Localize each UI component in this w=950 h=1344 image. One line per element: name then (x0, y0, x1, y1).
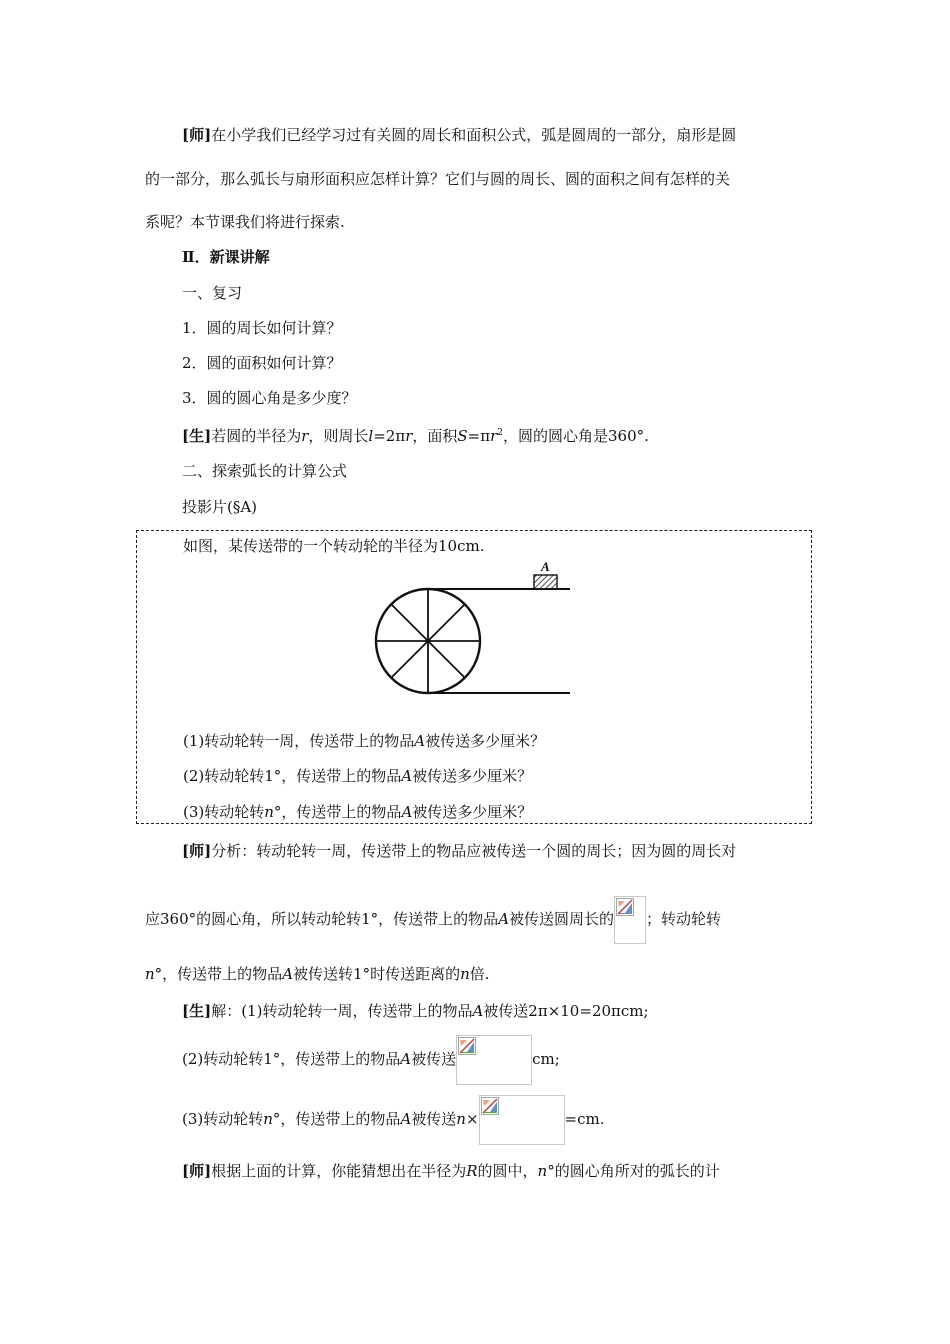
broken-image-icon (479, 1095, 565, 1145)
analysis-text: ；转动轮转 (646, 910, 722, 928)
var-r: r (490, 427, 498, 445)
var-n: n (263, 1110, 273, 1128)
q-text: (2)转动轮转1°，传送带上的物品 (183, 767, 402, 785)
answer-text: ，圆的圆心角是360°. (503, 427, 649, 445)
intro-text-1: 在小学我们已经学习过有关圆的周长和面积公式，弧是圆周的一部分，扇形是圆 (211, 126, 737, 144)
answer-text: ，面积 (412, 427, 458, 445)
closing-text: 的圆中， (477, 1162, 538, 1180)
slide-question-1 (183, 730, 545, 752)
solution-text: cm; (532, 1050, 560, 1068)
teacher-tag: [师] (182, 1162, 212, 1180)
q-text: (3)转动轮转 (183, 803, 265, 821)
q-text: (1)转动轮转一周，传送带上的物品 (183, 732, 415, 750)
object-a-label: A (541, 561, 550, 574)
intro-line-1 (182, 124, 736, 146)
answer-text: =π (467, 427, 491, 445)
q-text: 被传送多少厘米？ (425, 732, 546, 750)
var-n: n (264, 803, 274, 821)
teacher-tag: [师] (182, 842, 212, 860)
section-title: Ⅱ．新课讲解 (182, 248, 270, 266)
q-text: 被传送多少厘米？ (412, 767, 533, 785)
teacher-tag: [师] (182, 126, 212, 144)
var-r: R (466, 1162, 478, 1180)
solution-text: 被传送2π×10=20πcm; (483, 1002, 649, 1020)
analysis-text: 被传送圆周长的 (509, 910, 615, 928)
q-text: 被传送多少厘米？ (412, 803, 533, 821)
student-tag: [生] (182, 1002, 212, 1020)
var-n: n (460, 965, 470, 983)
analysis-text: 应360°的圆心角，所以转动轮转1°，传送带上的物品 (145, 910, 499, 928)
var-a: A (472, 1002, 484, 1020)
analysis-text: 分析：转动轮转一周，传送带上的物品应被传送一个圆的周长；因为圆的周长对 (211, 842, 737, 860)
broken-image-icon (456, 1035, 532, 1085)
slide-box (136, 530, 812, 824)
solution-text: °，传送带上的物品 (272, 1110, 401, 1128)
analysis-text: 被传送转1°时传送距离的 (293, 965, 461, 983)
q-text: °，传送带上的物品 (273, 803, 402, 821)
answer-text: 若圆的半径为 (211, 427, 302, 445)
analysis-line-3 (145, 963, 490, 985)
var-l: l (368, 427, 374, 445)
var-a: A (498, 910, 510, 928)
times-sign: × (465, 1110, 479, 1128)
solution-line-1 (182, 1000, 649, 1022)
intro-line-2: 的一部分，那么弧长与扇形面积应怎样计算？它们与圆的周长、圆的面积之间有怎样的关 (145, 170, 731, 188)
var-r: r (301, 427, 309, 445)
solution-text: (2)转动轮转1°，传送带上的物品 (182, 1050, 401, 1068)
analysis-text: °，传送带上的物品 (154, 965, 283, 983)
var-a: A (400, 1110, 412, 1128)
analysis-text: 倍. (469, 965, 490, 983)
review-question-3: 3．圆的圆心角是多少度？ (182, 389, 357, 407)
exponent: 2 (497, 428, 504, 438)
solution-text: (3)转动轮转 (182, 1110, 264, 1128)
slide-question-3 (183, 801, 532, 823)
var-a: A (401, 803, 413, 821)
solution-line-2 (182, 1034, 560, 1085)
review-question-2: 2．圆的面积如何计算？ (182, 354, 342, 372)
var-r: r (405, 427, 413, 445)
var-n: n (537, 1162, 548, 1180)
review-title: 一、复习 (182, 284, 243, 302)
var-a: A (414, 732, 426, 750)
var-n: n (145, 965, 155, 983)
var-a: A (401, 767, 413, 785)
var-s: S (457, 427, 468, 445)
solution-text: 被传送 (411, 1050, 457, 1068)
closing-text: 根据上面的计算，你能猜想出在半径为 (211, 1162, 467, 1180)
analysis-line-2 (145, 893, 721, 945)
closing-text: °的圆心角所对的弧长的计 (547, 1162, 720, 1180)
closing-line (182, 1160, 720, 1182)
var-a: A (282, 965, 294, 983)
analysis-line-1 (182, 840, 736, 862)
var-n: n (456, 1110, 466, 1128)
student-answer-line (182, 425, 649, 447)
broken-image-icon (614, 896, 646, 944)
answer-text: =2π (373, 427, 406, 445)
solution-text: 解：(1)转动轮转一周，传送带上的物品 (211, 1002, 473, 1020)
solution-text: =cm. (564, 1110, 605, 1128)
slide-intro: 如图，某传送带的一个转动轮的半径为10cm. (183, 537, 485, 555)
explore-title: 二、探索弧长的计算公式 (182, 462, 348, 480)
var-a: A (400, 1050, 412, 1068)
intro-line-3: 系呢？本节课我们将进行探索. (145, 213, 345, 231)
solution-text: 被传送 (411, 1110, 457, 1128)
student-tag: [生] (182, 427, 212, 445)
slide-label: 投影片(§A) (182, 498, 258, 516)
review-question-1: 1．圆的周长如何计算？ (182, 319, 342, 337)
solution-line-3 (182, 1094, 605, 1145)
answer-text: ，则周长 (308, 427, 369, 445)
slide-question-2 (183, 765, 532, 787)
object-a (534, 575, 557, 589)
wheel (376, 589, 480, 693)
